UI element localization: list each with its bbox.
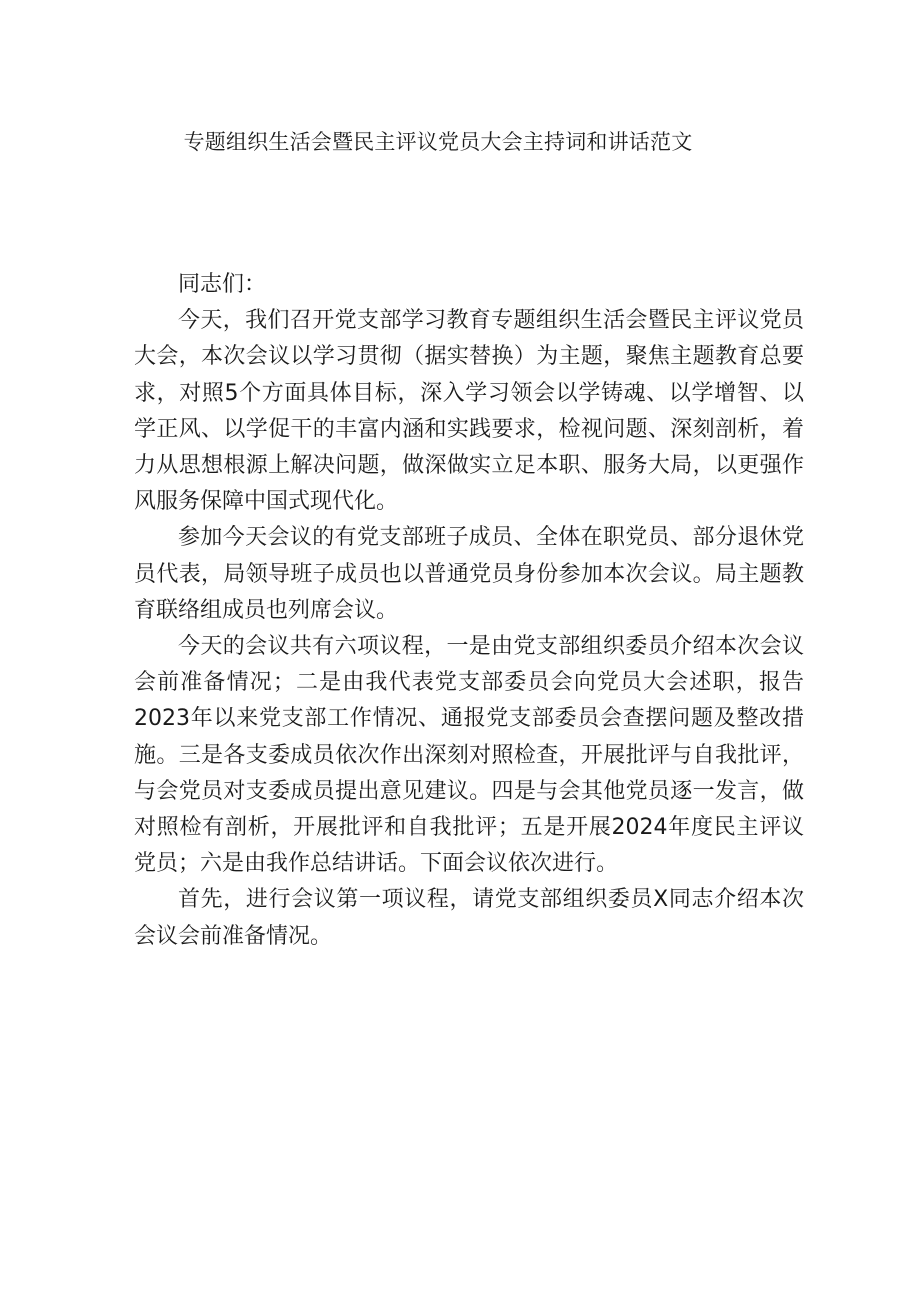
paragraph-first-item: 首先，进行会议第一项议程，请党支部组织委员X同志介绍本次会议会前准备情况。	[134, 887, 804, 949]
paragraph-attendees: 参加今天会议的有党支部班子成员、全体在职党员、部分退休党员代表，局领导班子成员也以普通党员身份参加本次会议。局主题教育联络组成员也列席会议。	[134, 525, 804, 623]
salutation: 同志们：	[178, 272, 267, 297]
paragraph-opening: 今天，我们召开党支部学习教育专题组织生活会暨民主评议党员大会，本次会议以学习贯彻（据实替换）为主题，聚焦主题教育总要求，对照5个方面具体目标，深入学习领会以学铸魂、以学增智、以学正风、以学促干的丰富内涵和实践要求，检视问题、深刻剖析，着力从思想根源上解决问题，做深做实立足本职、服务大局，以更强作风服务保障中国式现代化。	[134, 308, 804, 515]
paragraph-agenda: 今天的会议共有六项议程，一是由党支部组织委员介绍本次会议会前准备情况；二是由我代表党支部委员会向党员大会述职，报告2023年以来党支部工作情况、通报党支部委员会查摆问题及整改措施。三是各支委成员依次作出深刻对照检查，开展批评与自我批评，与会党员对支委成员提出意见建议。四是与会其他党员逐一发言，做对照检有剖析，开展批评和自我批评；五是开展2024年度民主评议党员；六是由我作总结讲话。下面会议依次进行。	[134, 634, 804, 877]
document-body	[134, 267, 804, 955]
document-title: 专题组织生活会暨民主评议党员大会主持词和讲话范文	[183, 130, 693, 154]
